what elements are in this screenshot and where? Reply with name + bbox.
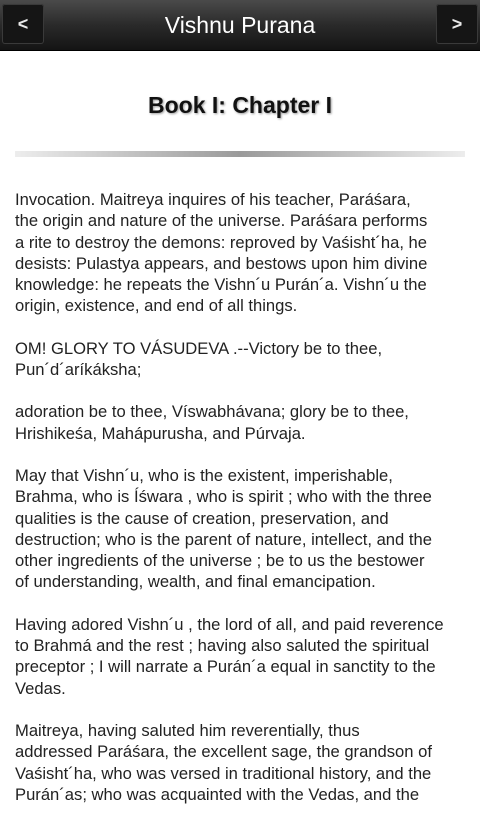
text-line: preceptor ; I will narrate a Purán´a equal in sanctity to the [15, 657, 436, 677]
text-line: destruction; who is the parent of nature, intellect, and the [15, 529, 432, 549]
text-line: Having adored Vishn´u , the lord of all, and paid reverence [15, 614, 444, 634]
text-line: qualities is the cause of creation, preservation, and [15, 508, 389, 528]
paragraph [15, 189, 470, 317]
text-line: the origin and nature of the universe. Paráśara performs [15, 211, 428, 231]
text-line: OM! GLORY TO VÁSUDEVA .--Victory be to thee, [15, 338, 383, 358]
chapter-text[interactable] [15, 189, 470, 826]
text-line: May that Vishn´u, who is the existent, imperishable, [15, 465, 393, 485]
text-line: Vedas. [15, 678, 66, 698]
title-divider [15, 151, 465, 157]
chapter-title: Book I: Chapter I [147, 92, 332, 118]
paragraph [15, 614, 470, 699]
text-line: desists: Pulastya appears, and bestows upon him divine [15, 253, 428, 273]
next-chapter-button[interactable]: > [436, 4, 478, 44]
paragraph [15, 465, 470, 593]
text-line: Pun´d´aríkáksha; [15, 360, 142, 380]
text-line: of understanding, wealth, and final emancipation. [15, 572, 376, 592]
text-line: to Brahmá and the rest ; having also saluted the spiritual [15, 636, 430, 656]
paragraph [15, 720, 470, 805]
paragraph [15, 338, 470, 381]
text-line: Hrishikeśa, Mahápurusha, and Púrvaja. [15, 423, 306, 443]
app-title: Vishnu Purana [164, 12, 316, 38]
text-line: knowledge: he repeats the Vishn´u Purán´a. Vishn´u the [15, 275, 427, 295]
text-line: a rite to destroy the demons: reproved by Vaśisht´ha, he [15, 232, 427, 252]
text-line: Vaśisht´ha, who was versed in traditional history, and the [15, 763, 432, 783]
text-line: adoration be to thee, Víswabhávana; glory be to thee, [15, 402, 409, 422]
paragraph [15, 401, 470, 444]
text-line: origin, existence, and end of all things. [15, 296, 298, 316]
title-bar [0, 0, 480, 51]
text-line: Invocation. Maitreya inquires of his teacher, Paráśara, [15, 190, 411, 209]
previous-chapter-button[interactable]: < [2, 4, 44, 44]
text-line: Purán´as; who was acquainted with the Vedas, and the [15, 784, 420, 804]
text-line: Maitreya, having saluted him reverentially, thus [15, 720, 360, 740]
text-line: Brahma, who is Íśwara , who is spirit ; who with the three [15, 487, 432, 507]
text-line: other ingredients of the universe ; be to us the bestower [15, 551, 425, 571]
text-line: addressed Paráśara, the excellent sage, the grandson of [15, 742, 432, 762]
